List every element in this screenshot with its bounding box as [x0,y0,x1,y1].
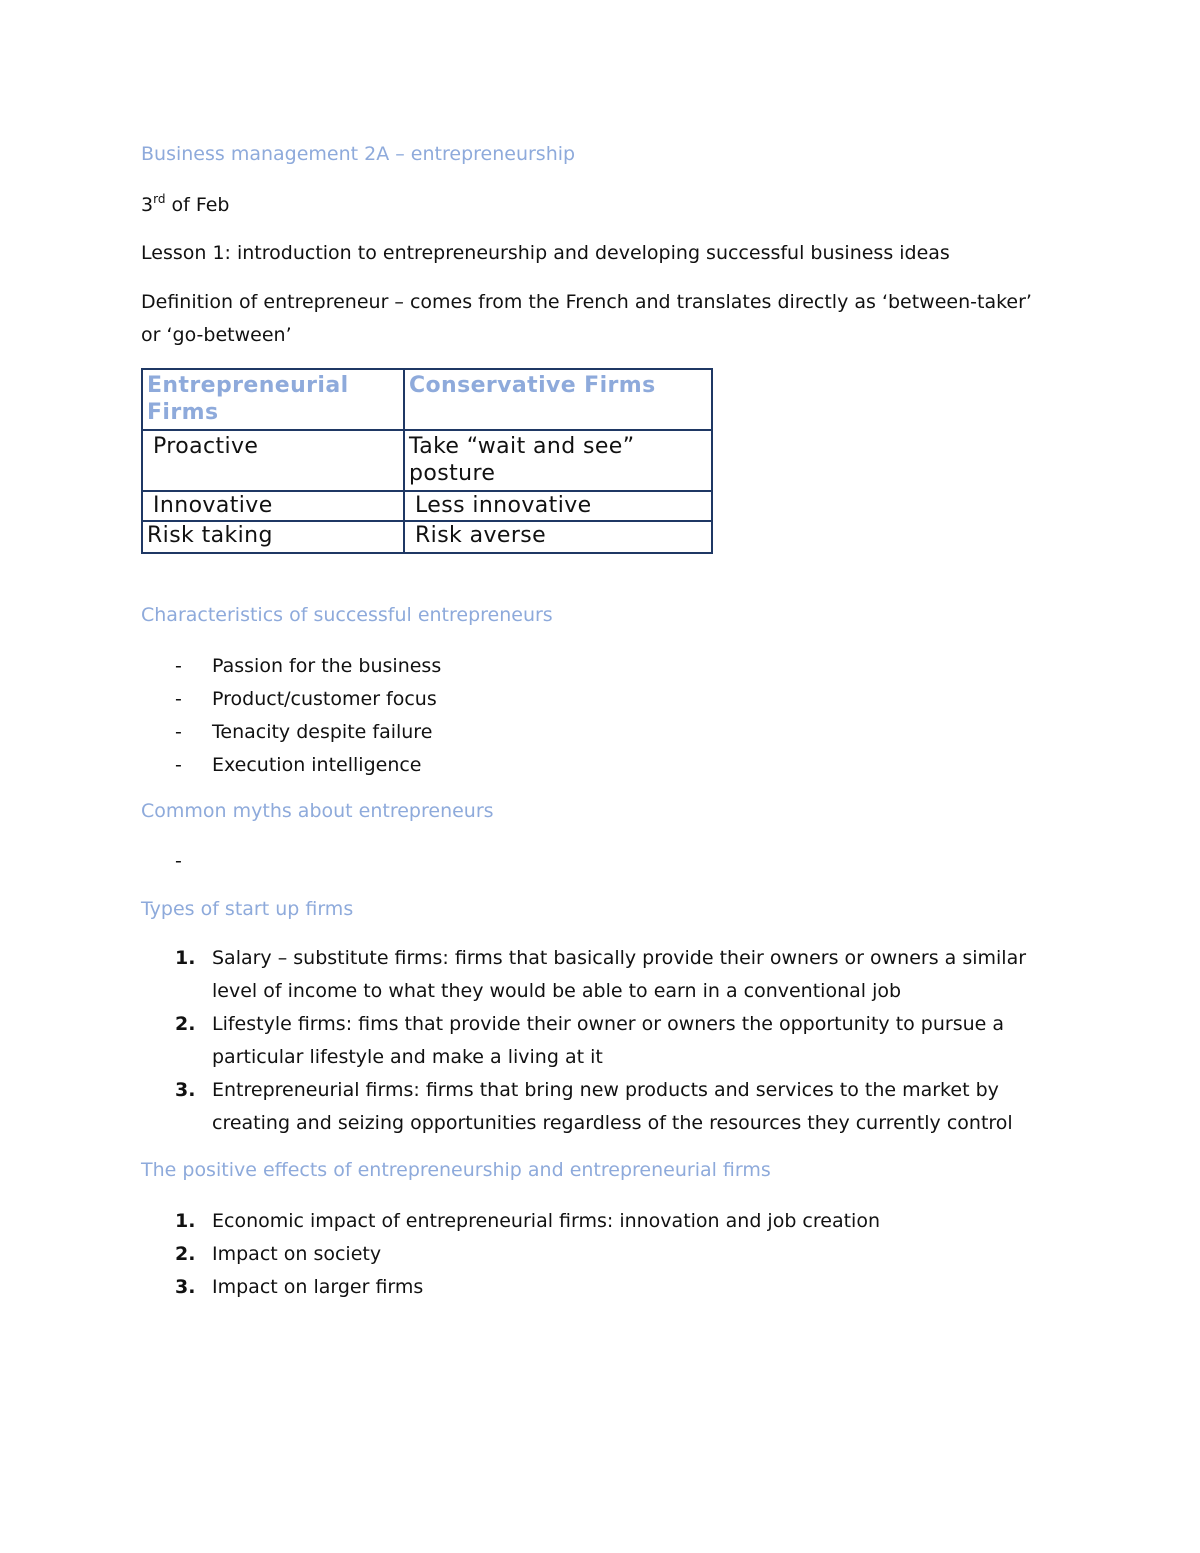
document-title: Business management 2A – entrepreneurship [141,143,576,165]
myths-heading: Common myths about entrepreneurs [141,800,494,822]
table-cell: Proactive [142,430,404,491]
bullet-dash: - [175,850,182,872]
list-number: 1. [175,947,196,969]
list-item: - Passion for the business [141,650,1061,683]
list-item: - Tenacity despite failure [141,716,1061,749]
table-header-entrepreneurial: Entrepreneurial Firms [142,369,404,430]
table-cell: Risk averse [404,521,712,553]
list-item: 3. Entrepreneurial firms: firms that bring new products and services to the market by creating and seizing opportunities regardless of the resources they currently control [141,1074,1061,1140]
lesson-title [141,237,950,270]
list-number: 3. [175,1079,196,1101]
list-item: - Product/customer focus [141,683,1061,716]
list-item: 3. Impact on larger firms [141,1271,1061,1304]
list-item: 2. Lifestyle firms: fims that provide their owner or owners the opportunity to pursue a particular lifestyle and make a living at it [141,1008,1061,1074]
lesson-date [141,189,229,222]
list-number: 2. [175,1013,196,1035]
startup-types-heading: Types of start up firms [141,898,354,920]
lesson-text: : introduction to entrepreneurship and developing successful business ideas [224,242,950,264]
bullet-dash: - [175,721,182,743]
lesson-number: 1 [212,242,225,264]
date-day: 3 [141,194,154,216]
table-cell: Less innovative [404,491,712,521]
lesson-prefix: Lesson [141,242,213,264]
date-rest: of Feb [165,194,230,216]
bullet-dash: - [175,754,182,776]
list-number: 3. [175,1276,196,1298]
characteristics-heading: Characteristics of successful entrepreneurs [141,604,553,626]
definition-paragraph: Definition of entrepreneur – comes from the French and translates directly as ‘between-taker’ or ‘go-between’ [141,291,1032,346]
positive-effects-heading: The positive effects of entrepreneurship and entrepreneurial firms [141,1159,771,1181]
startup-types-list [141,942,1061,1140]
list-number: 2. [175,1243,196,1265]
bullet-dash: - [175,655,182,677]
table-cell: Risk taking [142,521,404,553]
firms-comparison-table [141,368,713,554]
table-cell: Take “wait and see” posture [404,430,712,491]
list-item: 2. Impact on society [141,1238,1061,1271]
list-item: 1. Economic impact of entrepreneurial firms: innovation and job creation [141,1205,1061,1238]
positive-effects-list [141,1205,1061,1304]
list-number: 1. [175,1210,196,1232]
list-item [141,845,1061,878]
list-item: - Execution intelligence [141,749,1061,782]
date-suffix: rd [153,192,166,206]
myths-list [141,845,1061,878]
table-cell: Innovative [142,491,404,521]
characteristics-list [141,650,1061,782]
table-header-conservative: Conservative Firms [404,369,712,430]
bullet-dash: - [175,688,182,710]
list-item: 1. Salary – substitute firms: firms that basically provide their owners or owners a similar level of income to what they would be able to earn in a conventional job [141,942,1061,1008]
